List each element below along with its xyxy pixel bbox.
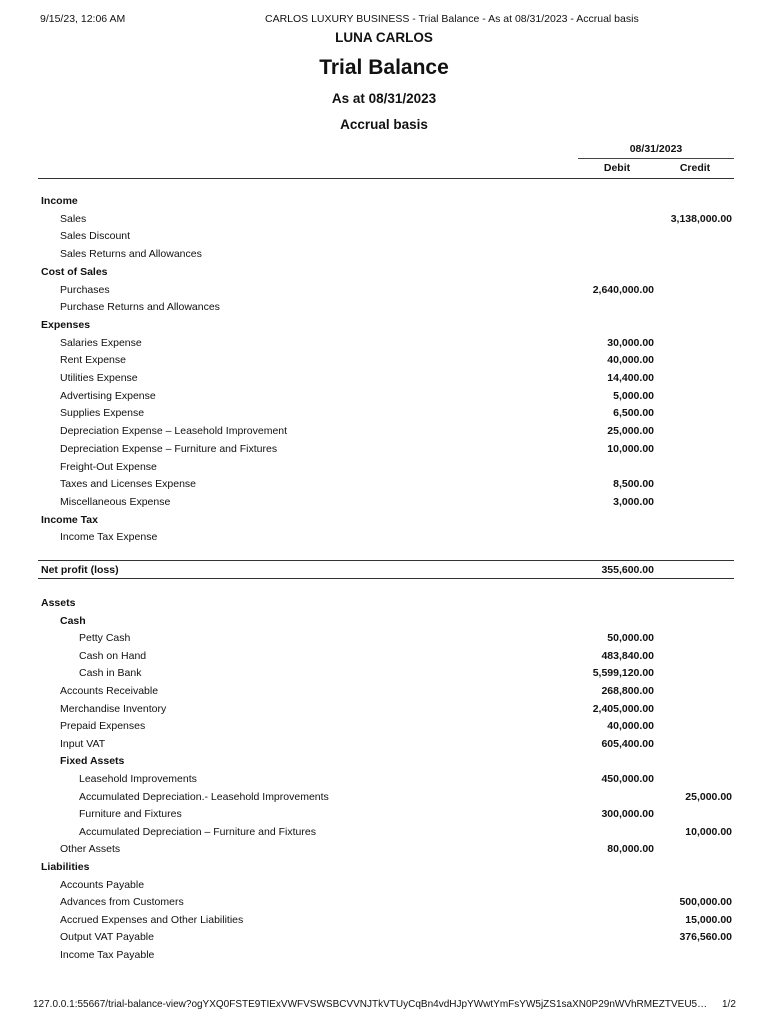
account-label: Purchases bbox=[60, 283, 110, 296]
table-row bbox=[38, 248, 734, 264]
account-label: Income Tax Payable bbox=[60, 949, 155, 961]
account-label: Sales Discount bbox=[60, 230, 131, 243]
net-profit-label: Net profit (loss) bbox=[41, 564, 119, 576]
credit-value: 10,000.00 bbox=[685, 825, 732, 838]
account-label: Cash on Hand bbox=[79, 649, 147, 662]
debit-value: 30,000.00 bbox=[607, 336, 654, 349]
account-label: Expenses bbox=[41, 318, 91, 331]
report-date: As at 08/31/2023 bbox=[331, 91, 437, 106]
account-label: Leasehold Improvements bbox=[79, 773, 197, 785]
table-row bbox=[38, 461, 734, 477]
table-row bbox=[38, 407, 734, 423]
table-row bbox=[38, 949, 734, 965]
table-row bbox=[38, 879, 734, 895]
table-row bbox=[38, 773, 734, 789]
account-label: Accumulated Depreciation.- Leasehold Improvements bbox=[79, 790, 329, 803]
account-label: Miscellaneous Expense bbox=[60, 495, 171, 508]
debit-value: 8,500.00 bbox=[613, 478, 654, 491]
account-label: Assets bbox=[41, 597, 76, 609]
account-label: Salaries Expense bbox=[60, 336, 142, 349]
account-label: Petty Cash bbox=[79, 632, 131, 645]
print-footer-url: 127.0.0.1:55667/trial-balance-view?ogYXQ0FSTE9TIExVWFVSWSBCVVNJTkVTUyCqBn4vdHJpYWwtYmFsYW5jZS1saXN0P29nWVhRMEZTVEU5… bbox=[33, 999, 708, 1010]
table-row bbox=[38, 843, 734, 859]
debit-value: 5,000.00 bbox=[613, 389, 654, 402]
table-row bbox=[38, 755, 734, 771]
account-label: Depreciation Expense – Leasehold Improvement bbox=[60, 425, 288, 438]
table-row bbox=[38, 213, 734, 229]
debit-value: 268,800.00 bbox=[601, 685, 654, 697]
table-row bbox=[38, 685, 734, 701]
account-label: Cash bbox=[60, 614, 86, 627]
table-row bbox=[38, 931, 734, 947]
account-label: Rent Expense bbox=[60, 354, 126, 367]
table-row bbox=[38, 914, 734, 930]
print-header-title: CARLOS LUXURY BUSINESS - Trial Balance - As at 08/31/2023 - Accrual basis bbox=[265, 13, 639, 25]
table-row bbox=[38, 597, 734, 613]
account-label: Accrued Expenses and Other Liabilities bbox=[60, 913, 244, 926]
account-label: Cash in Bank bbox=[79, 667, 142, 680]
table-row bbox=[38, 230, 734, 246]
account-label: Sales bbox=[60, 212, 87, 225]
debit-value: 300,000.00 bbox=[601, 808, 654, 821]
debit-value: 14,400.00 bbox=[607, 372, 654, 384]
account-label: Advertising Expense bbox=[60, 389, 156, 402]
table-row bbox=[38, 443, 734, 459]
table-row bbox=[38, 720, 734, 736]
account-label: Purchase Returns and Allowances bbox=[60, 301, 220, 314]
credit-value: 500,000.00 bbox=[679, 896, 732, 909]
company-name: LUNA CARLOS bbox=[335, 30, 433, 45]
net-profit-top-rule bbox=[38, 560, 734, 561]
credit-value: 25,000.00 bbox=[685, 790, 732, 803]
table-row bbox=[38, 826, 734, 842]
table-row bbox=[38, 615, 734, 631]
debit-value: 2,405,000.00 bbox=[592, 702, 654, 715]
debit-value: 40,000.00 bbox=[607, 354, 654, 367]
table-row bbox=[38, 478, 734, 494]
account-label: Output VAT Payable bbox=[60, 931, 154, 944]
table-row bbox=[38, 808, 734, 824]
table-row bbox=[38, 425, 734, 441]
print-header-datetime: 9/15/23, 12:06 AM bbox=[40, 13, 126, 25]
table-row bbox=[38, 496, 734, 512]
account-label: Income Tax Expense bbox=[60, 531, 158, 544]
account-label: Furniture and Fixtures bbox=[79, 808, 182, 821]
account-label: Input VAT bbox=[60, 737, 106, 750]
account-label: Accounts Receivable bbox=[60, 685, 159, 697]
period-header: 08/31/2023 bbox=[629, 143, 683, 155]
table-row bbox=[38, 514, 734, 530]
table-row bbox=[38, 337, 734, 353]
account-label: Accounts Payable bbox=[60, 878, 145, 891]
debit-value: 5,599,120.00 bbox=[592, 667, 654, 680]
table-row bbox=[38, 791, 734, 807]
debit-value: 3,000.00 bbox=[613, 495, 654, 508]
debit-value: 2,640,000.00 bbox=[592, 283, 654, 296]
table-row bbox=[38, 531, 734, 547]
table-row bbox=[38, 632, 734, 648]
debit-value: 25,000.00 bbox=[607, 425, 654, 438]
table-row bbox=[38, 195, 734, 211]
credit-value: 3,138,000.00 bbox=[670, 212, 732, 225]
debit-value: 10,000.00 bbox=[607, 442, 654, 455]
table-row bbox=[38, 284, 734, 300]
account-label: Utilities Expense bbox=[60, 372, 138, 384]
account-label: Freight-Out Expense bbox=[60, 460, 157, 473]
account-label: Depreciation Expense – Furniture and Fixtures bbox=[60, 442, 278, 455]
account-label: Income bbox=[41, 195, 78, 207]
debit-value: 450,000.00 bbox=[601, 773, 654, 785]
table-row bbox=[38, 738, 734, 754]
account-label: Taxes and Licenses Expense bbox=[60, 478, 197, 491]
account-label: Accumulated Depreciation – Furniture and Fixtures bbox=[79, 825, 316, 838]
debit-value: 605,400.00 bbox=[601, 737, 654, 750]
debit-value: 80,000.00 bbox=[607, 843, 654, 856]
debit-column-header: Debit bbox=[603, 162, 631, 174]
table-row bbox=[38, 266, 734, 282]
account-label: Prepaid Expenses bbox=[60, 720, 146, 733]
account-label: Supplies Expense bbox=[60, 407, 145, 420]
debit-value: 50,000.00 bbox=[607, 632, 654, 645]
debit-value: 40,000.00 bbox=[607, 720, 654, 733]
table-row bbox=[38, 372, 734, 388]
table-row bbox=[38, 703, 734, 719]
account-label: Merchandise Inventory bbox=[60, 702, 167, 715]
debit-value: 6,500.00 bbox=[613, 407, 654, 420]
credit-value: 15,000.00 bbox=[685, 913, 732, 926]
account-label: Cost of Sales bbox=[41, 265, 108, 278]
print-footer-page: 1/2 bbox=[722, 999, 736, 1010]
table-row bbox=[38, 390, 734, 406]
table-row bbox=[38, 861, 734, 877]
account-label: Sales Returns and Allowances bbox=[60, 248, 202, 261]
net-profit-bottom-rule bbox=[38, 578, 734, 579]
account-label: Other Assets bbox=[60, 843, 121, 856]
account-label: Advances from Customers bbox=[60, 896, 184, 909]
report-basis: Accrual basis bbox=[340, 117, 428, 132]
credit-column-header: Credit bbox=[679, 162, 711, 174]
net-profit-debit: 355,600.00 bbox=[601, 564, 654, 576]
account-label: Income Tax bbox=[41, 513, 98, 526]
debit-value: 483,840.00 bbox=[601, 649, 654, 662]
table-row bbox=[38, 301, 734, 317]
table-row bbox=[38, 650, 734, 666]
table-row bbox=[38, 667, 734, 683]
account-label: Fixed Assets bbox=[60, 755, 125, 768]
credit-value: 376,560.00 bbox=[679, 931, 732, 944]
period-underline bbox=[578, 158, 734, 159]
report-title: Trial Balance bbox=[319, 56, 449, 79]
header-divider bbox=[38, 178, 734, 179]
table-row bbox=[38, 319, 734, 335]
account-label: Liabilities bbox=[41, 861, 90, 873]
table-row bbox=[38, 354, 734, 370]
table-row bbox=[38, 896, 734, 912]
